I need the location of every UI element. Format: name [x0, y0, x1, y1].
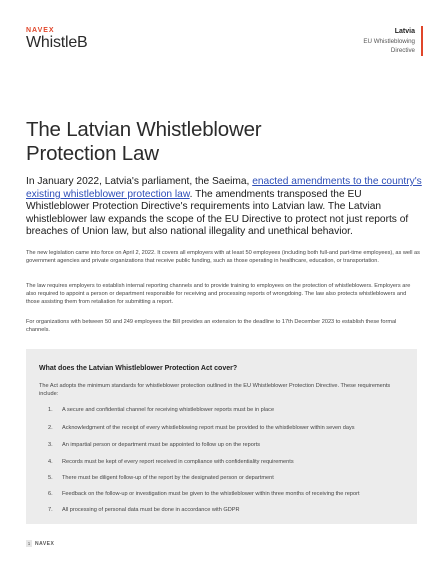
header-subtitle-line2: Directive	[390, 47, 415, 54]
whistleb-logo	[26, 27, 88, 51]
body-paragraph-1: The new legislation came into force on April 2, 2022. It covers all employers with at least 50 employees (including both full-and part-time employees), as well as government agencies and private organizations that receive public funding, such as those operating in healthcare, education, or transportation.	[26, 250, 420, 265]
requirement-text: Feedback on the follow-up or investigation must be given to the whistleblower within three months of receiving the report	[62, 491, 360, 497]
logo-whistleb-text: WhistleB	[26, 34, 88, 51]
amendments-link[interactable]: enacted amendments to the country's existing whistleblower protection law	[26, 176, 422, 200]
requirement-number: 1.	[48, 407, 53, 413]
body-paragraph-3: For organizations with between 50 and 249 employees the Bill provides an extension to the deadline to 17th December 2023 to establish these formal channels.	[26, 319, 397, 334]
requirement-item	[48, 425, 355, 432]
requirement-number: 2.	[48, 425, 53, 431]
requirement-text: An impartial person or department must be appointed to follow up on the reports	[62, 442, 261, 448]
requirement-item	[48, 475, 274, 482]
lead-paragraph	[26, 176, 422, 239]
page-number: 1	[27, 541, 31, 546]
requirement-number: 4.	[48, 459, 53, 465]
requirement-number: 3.	[48, 442, 53, 448]
logo-navex-text: NAVEX	[26, 27, 55, 34]
body-paragraph-2: The law requires employers to establish internal reporting channels and to provide training to employees on the protection of whistleblowers. Employers are also required to appoint a person or department responsible for receiving and processing reports of wrongdoing. The law also protects whistleblowers and those assisting them from retaliation for submitting a report.	[26, 283, 411, 306]
requirement-item	[48, 442, 260, 449]
requirement-text: There must be diligent follow-up of the report by the designated person or department	[62, 475, 274, 481]
header-subtitle-line1: EU Whistleblowing	[363, 38, 415, 45]
header-country: Latvia	[394, 28, 415, 35]
requirement-number: 6.	[48, 491, 53, 497]
requirement-number: 5.	[48, 475, 53, 481]
requirement-text: All processing of personal data must be done in accordance with GDPR	[62, 507, 240, 513]
requirement-text: Records must be kept of every report received in compliance with confidentiality requirements	[62, 459, 294, 465]
lead-text-before-link: In January 2022, Latvia's parliament, the Saeima,	[26, 176, 253, 187]
page-title-line1: The Latvian Whistleblower	[26, 118, 262, 141]
requirements-box-intro: The Act adopts the minimum standards for whistleblower protection outlined in the EU Whistleblower Protection Directive. These requirements include:	[39, 383, 391, 398]
footer-brand: NAVEX	[35, 540, 55, 547]
header-accent-bar	[421, 26, 423, 56]
page-title	[26, 118, 326, 166]
page-title-line2: Protection Law	[26, 142, 159, 165]
requirement-item	[48, 491, 360, 498]
lead-text-after-link: . The amendments transposed the EU Whistleblower Protection Directive's requirements into Latvian law. The Latvian whistleblower law expands the scope of the EU Directive to protect not just reports of breaches of Union law, but also national illegality and unethical behavior.	[26, 188, 409, 238]
requirement-item	[48, 459, 294, 466]
requirement-item	[48, 507, 240, 514]
requirement-item	[48, 407, 274, 414]
page-footer	[26, 540, 54, 547]
document-header-meta	[363, 27, 415, 55]
requirements-box	[26, 349, 417, 524]
requirement-text: A secure and confidential channel for receiving whistleblower reports must be in place	[62, 407, 275, 413]
requirement-text: Acknowledgment of the receipt of every whistleblowing report must be provided to the whistleblower within seven days	[62, 425, 355, 431]
requirement-number: 7.	[48, 507, 53, 513]
requirements-box-title: What does the Latvian Whistleblower Protection Act cover?	[39, 365, 238, 372]
